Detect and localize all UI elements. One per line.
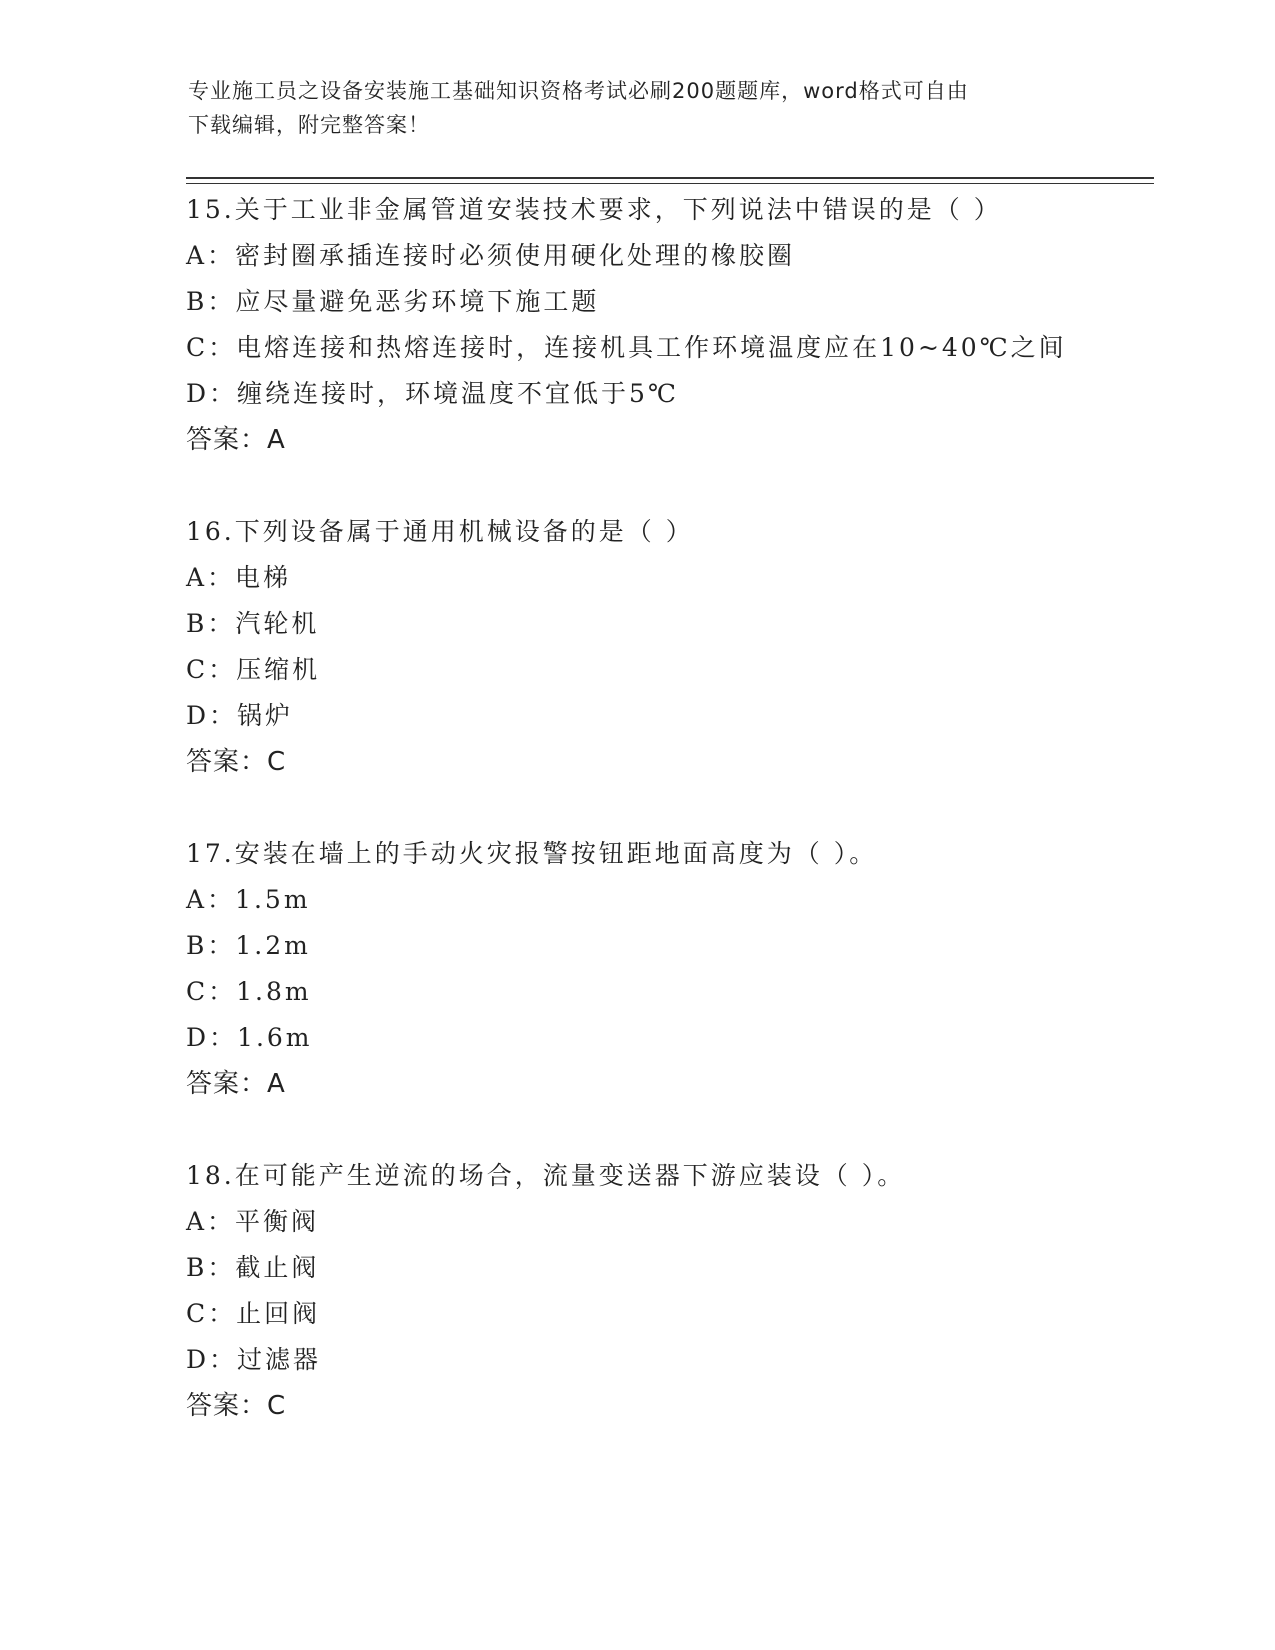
header-title-line-2: 下载编辑，附完整答案！ bbox=[188, 113, 430, 137]
header-divider-thin bbox=[186, 183, 1154, 184]
option-b: B：1.2m bbox=[186, 931, 311, 960]
question-list bbox=[186, 187, 1166, 1475]
option-c: C：压缩机 bbox=[186, 655, 321, 684]
question-18 bbox=[186, 1153, 1166, 1429]
option-c: C：止回阀 bbox=[186, 1299, 321, 1328]
option-b: B：应尽量避免恶劣环境下施工题 bbox=[186, 287, 600, 316]
option-d: D：过滤器 bbox=[186, 1345, 322, 1374]
question-17 bbox=[186, 831, 1166, 1107]
question-stem: 16.下列设备属于通用机械设备的是（ ） bbox=[186, 517, 694, 546]
question-stem: 18.在可能产生逆流的场合，流量变送器下游应装设（ ）。 bbox=[186, 1161, 906, 1190]
option-a: A：平衡阀 bbox=[186, 1207, 320, 1236]
question-stem: 17.安装在墙上的手动火灾报警按钮距地面高度为（ ）。 bbox=[186, 839, 878, 868]
question-16 bbox=[186, 509, 1166, 785]
option-d: D：锅炉 bbox=[186, 701, 294, 730]
answer-label: 答案：C bbox=[186, 1391, 287, 1421]
option-c: C：1.8m bbox=[186, 977, 312, 1006]
option-a: A：密封圈承插连接时必须使用硬化处理的橡胶圈 bbox=[186, 241, 796, 270]
answer-label: 答案：A bbox=[186, 1069, 286, 1099]
answer-label: 答案：C bbox=[186, 747, 287, 777]
answer-label: 答案：A bbox=[186, 425, 286, 455]
header-divider-thick bbox=[186, 177, 1154, 179]
option-a: A：电梯 bbox=[186, 563, 292, 592]
option-d: D：缠绕连接时，环境温度不宜低于5℃ bbox=[186, 379, 679, 408]
option-b: B：汽轮机 bbox=[186, 609, 320, 638]
question-15 bbox=[186, 187, 1166, 463]
option-d: D：1.6m bbox=[186, 1023, 313, 1052]
header-title-line-1: 专业施工员之设备安装施工基础知识资格考试必刷200题题库，word格式可自由 bbox=[188, 79, 969, 103]
question-stem: 15.关于工业非金属管道安装技术要求，下列说法中错误的是（ ） bbox=[186, 195, 1002, 224]
document-header bbox=[188, 74, 1088, 142]
option-b: B：截止阀 bbox=[186, 1253, 320, 1282]
option-a: A：1.5m bbox=[186, 885, 311, 914]
option-c: C：电熔连接和热熔连接时，连接机具工作环境温度应在10~40℃之间 bbox=[186, 333, 1067, 362]
